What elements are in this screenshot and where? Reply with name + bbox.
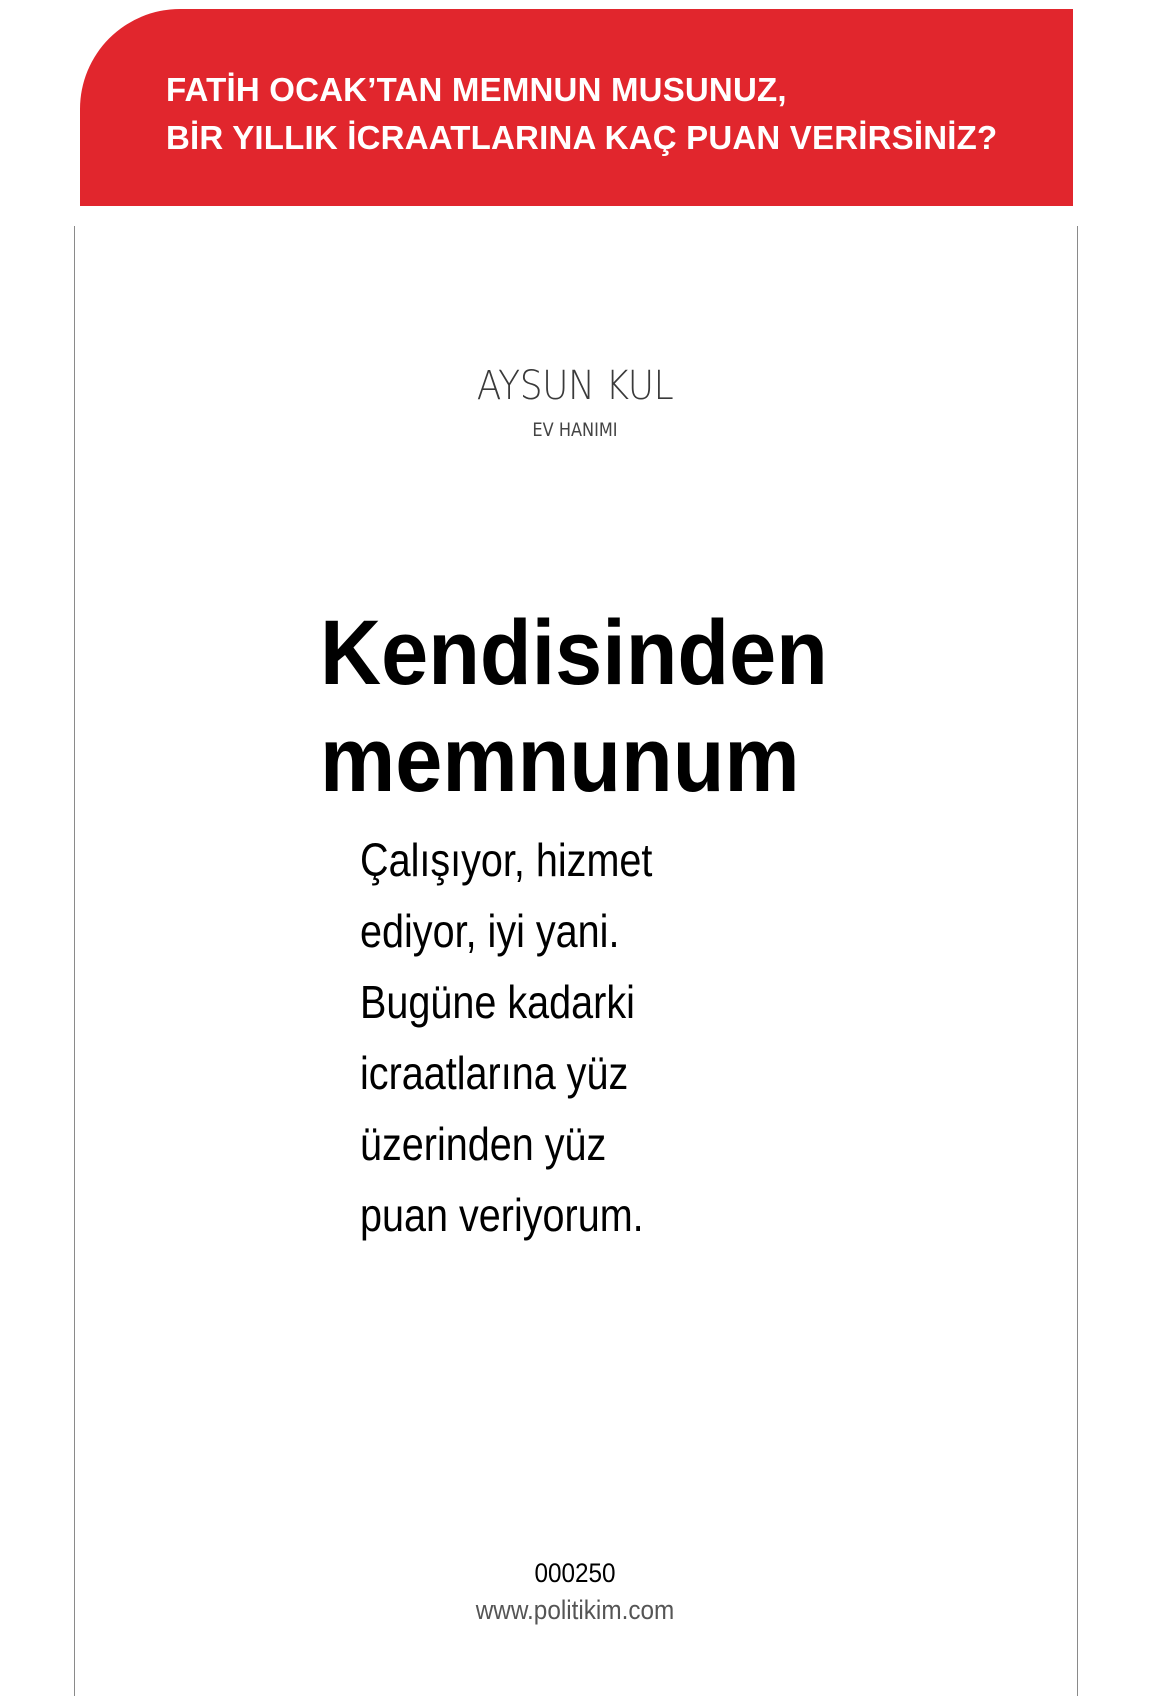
banner-line-1: FATİH OCAK’TAN MEMNUN MUSUNUZ, [166, 71, 787, 108]
frame-left-border [74, 226, 75, 1696]
quote-line-1: Çalışıyor, hizmet [360, 834, 653, 886]
question-banner [80, 9, 1073, 206]
quote-text [360, 825, 960, 1251]
person-role: EV HANIMI [532, 419, 618, 441]
quote-line-4: icraatlarına yüz [360, 1047, 629, 1099]
frame-right-border [1077, 226, 1078, 1696]
banner-line-2: BİR YILLIK İCRAATLARINA KAÇ PUAN VERİRSİNİZ? [166, 119, 998, 156]
quote-line-6: puan veriyorum. [360, 1189, 644, 1241]
footer-url: www.politikim.com [475, 1595, 675, 1625]
quote-line-2: ediyor, iyi yani. [360, 905, 620, 957]
headline [320, 600, 1080, 814]
footer-code: 000250 [534, 1558, 616, 1588]
headline-line-1: Kendisinden [320, 602, 828, 704]
person-name: AYSUN KUL [476, 363, 674, 409]
headline-line-2: memnunum [320, 709, 800, 811]
quote-line-3: Bugüne kadarki [360, 976, 635, 1028]
quote-line-5: üzerinden yüz [360, 1118, 607, 1170]
